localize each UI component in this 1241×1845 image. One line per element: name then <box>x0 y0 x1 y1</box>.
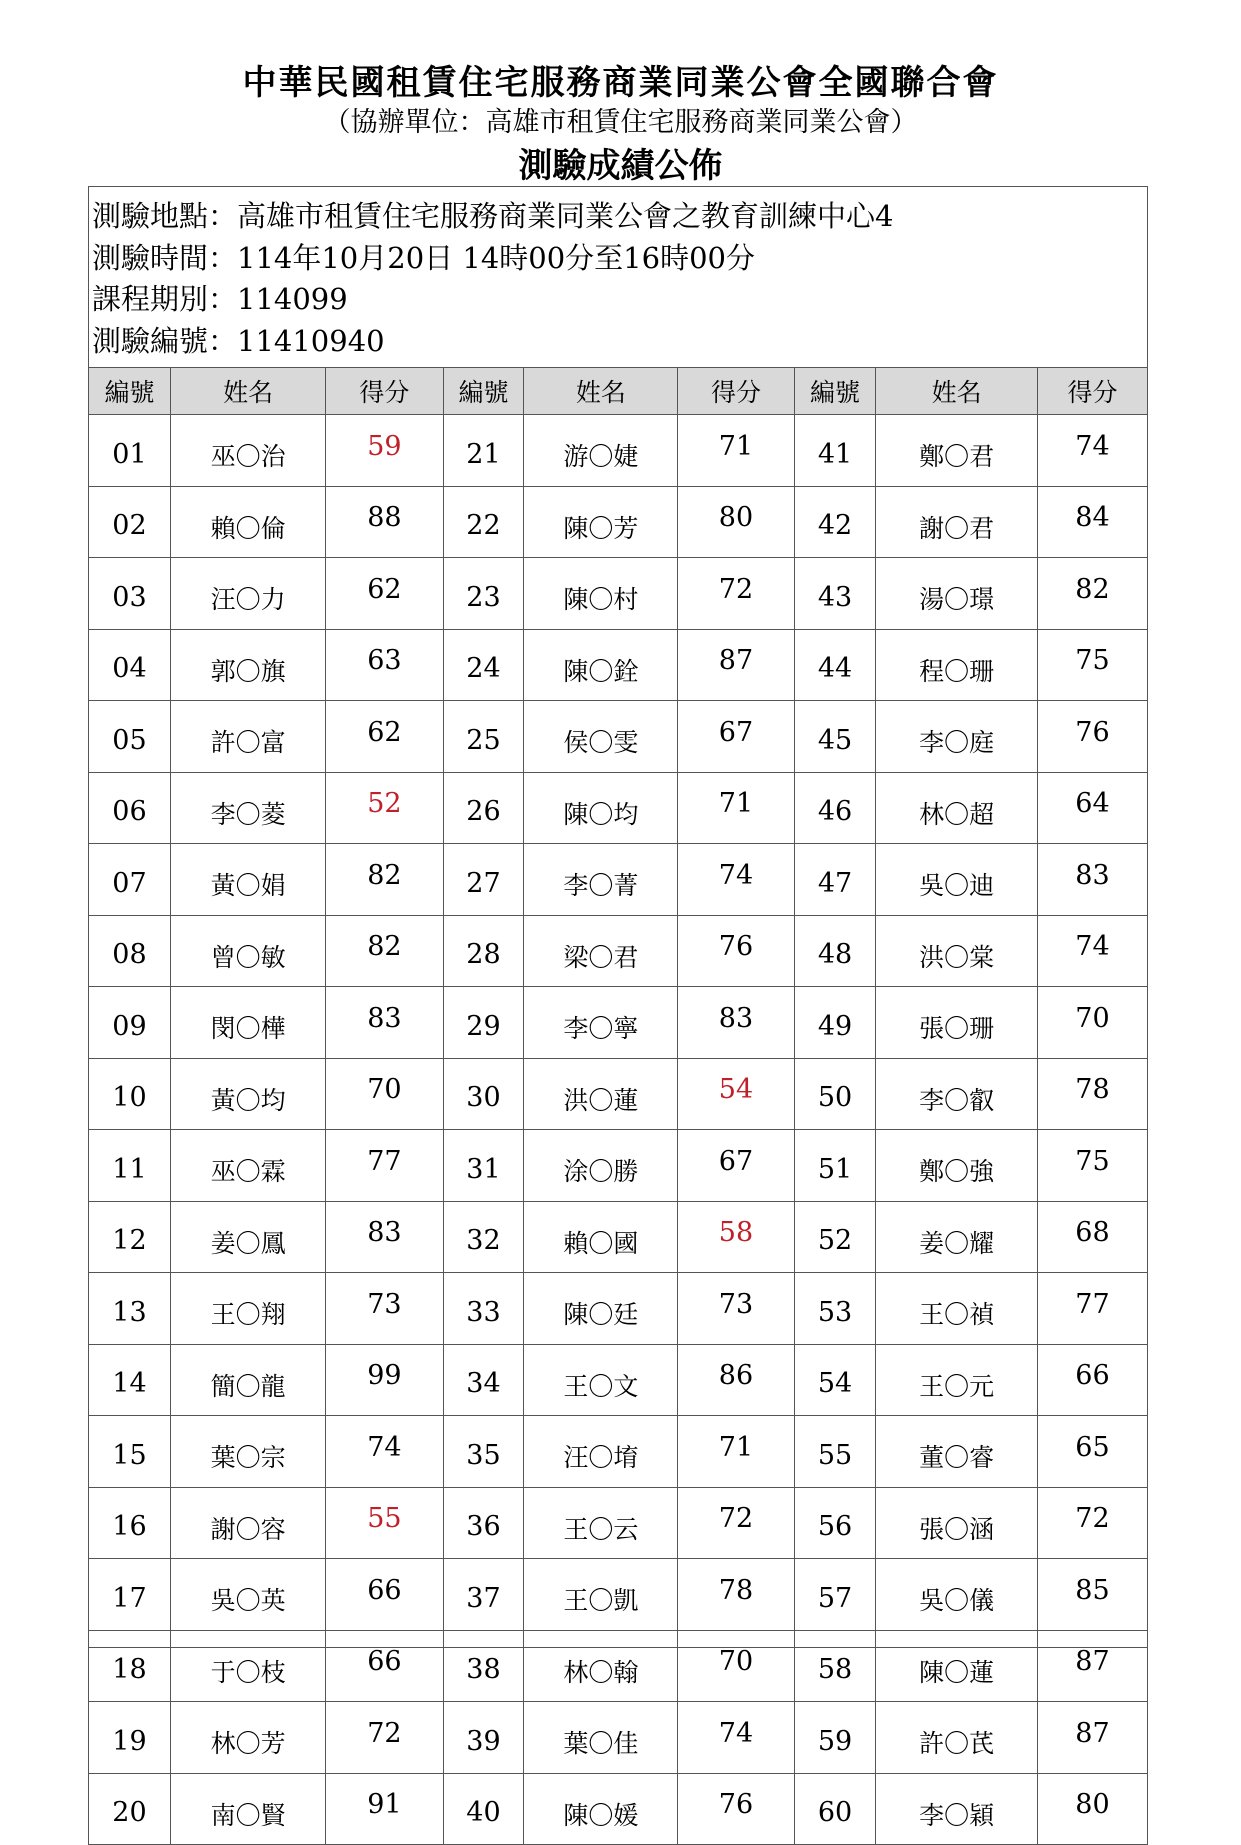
table-row <box>89 772 1148 844</box>
cell-number: 28 <box>443 915 524 987</box>
cell-name: 陳〇村 <box>524 558 678 630</box>
cell-number: 18 <box>89 1630 171 1702</box>
cell-number: 22 <box>443 486 524 558</box>
cell-score: 76 <box>1037 701 1147 773</box>
column-header-number: 編號 <box>443 368 524 415</box>
table-row <box>89 844 1148 916</box>
cell-score: 80 <box>678 486 794 558</box>
column-header-score: 得分 <box>678 368 794 415</box>
cell-number: 37 <box>443 1559 524 1631</box>
cell-number: 03 <box>89 558 171 630</box>
cell-name: 李〇穎 <box>876 1773 1037 1845</box>
cell-score: 87 <box>1037 1702 1147 1774</box>
cell-name: 謝〇君 <box>876 486 1037 558</box>
cell-number: 50 <box>794 1058 876 1130</box>
table-row <box>89 1130 1148 1202</box>
cell-score: 65 <box>1037 1416 1147 1488</box>
cell-name: 陳〇均 <box>524 772 678 844</box>
cell-score: 72 <box>326 1702 443 1774</box>
table-row <box>89 1773 1148 1845</box>
cell-score: 58 <box>678 1201 794 1273</box>
column-header-name: 姓名 <box>524 368 678 415</box>
cell-name: 黃〇娟 <box>170 844 325 916</box>
cell-number: 38 <box>443 1630 524 1702</box>
cell-score: 78 <box>678 1559 794 1631</box>
table-header-row <box>89 368 1148 415</box>
exam-info <box>92 196 893 362</box>
page-title: 中華民國租賃住宅服務商業同業公會全國聯合會 <box>242 63 999 103</box>
cell-score: 71 <box>678 415 794 487</box>
cell-name: 陳〇芳 <box>524 486 678 558</box>
cell-score: 85 <box>1037 1559 1147 1631</box>
cell-name: 賴〇倫 <box>170 486 325 558</box>
cell-score: 76 <box>678 915 794 987</box>
cell-number: 35 <box>443 1416 524 1488</box>
column-header-name: 姓名 <box>170 368 325 415</box>
cell-name: 汪〇力 <box>170 558 325 630</box>
column-header-score: 得分 <box>1037 368 1147 415</box>
results-table <box>88 367 1148 1845</box>
cell-score: 54 <box>678 1058 794 1130</box>
cell-number: 05 <box>89 701 171 773</box>
cell-score: 75 <box>1037 1130 1147 1202</box>
cell-name: 姜〇鳳 <box>170 1201 325 1273</box>
cell-name: 葉〇宗 <box>170 1416 325 1488</box>
table-row <box>89 629 1148 701</box>
cell-score: 91 <box>326 1773 443 1845</box>
cell-number: 53 <box>794 1273 876 1345</box>
cell-name: 巫〇治 <box>170 415 325 487</box>
cell-score: 82 <box>326 915 443 987</box>
cell-number: 20 <box>89 1773 171 1845</box>
cell-name: 李〇庭 <box>876 701 1037 773</box>
cell-name: 王〇翔 <box>170 1273 325 1345</box>
cell-name: 葉〇佳 <box>524 1702 678 1774</box>
cell-name: 吳〇迪 <box>876 844 1037 916</box>
cell-name: 游〇婕 <box>524 415 678 487</box>
cell-number: 43 <box>794 558 876 630</box>
cell-number: 34 <box>443 1344 524 1416</box>
column-header-name: 姓名 <box>876 368 1037 415</box>
cell-number: 32 <box>443 1201 524 1273</box>
cell-score: 84 <box>1037 486 1147 558</box>
cell-name: 巫〇霖 <box>170 1130 325 1202</box>
cell-score: 73 <box>326 1273 443 1345</box>
cell-name: 陳〇媛 <box>524 1773 678 1845</box>
table-row <box>89 1559 1148 1631</box>
cell-score: 73 <box>678 1273 794 1345</box>
cell-number: 58 <box>794 1630 876 1702</box>
column-header-number: 編號 <box>794 368 876 415</box>
table-row <box>89 1702 1148 1774</box>
cell-number: 11 <box>89 1130 171 1202</box>
cell-score: 55 <box>326 1487 443 1559</box>
cell-score: 74 <box>678 1702 794 1774</box>
cell-score: 74 <box>1037 415 1147 487</box>
cell-number: 04 <box>89 629 171 701</box>
cell-name: 李〇菁 <box>524 844 678 916</box>
cell-number: 41 <box>794 415 876 487</box>
cell-name: 洪〇棠 <box>876 915 1037 987</box>
cell-number: 01 <box>89 415 171 487</box>
column-header-score: 得分 <box>326 368 443 415</box>
cell-name: 謝〇容 <box>170 1487 325 1559</box>
cell-number: 49 <box>794 987 876 1059</box>
cell-name: 賴〇國 <box>524 1201 678 1273</box>
cell-name: 陳〇廷 <box>524 1273 678 1345</box>
cell-score: 68 <box>1037 1201 1147 1273</box>
cell-score: 72 <box>678 1487 794 1559</box>
cell-name: 姜〇耀 <box>876 1201 1037 1273</box>
cell-score: 64 <box>1037 772 1147 844</box>
cell-number: 14 <box>89 1344 171 1416</box>
table-row <box>89 987 1148 1059</box>
cell-number: 06 <box>89 772 171 844</box>
cell-name: 南〇賢 <box>170 1773 325 1845</box>
cell-name: 黃〇均 <box>170 1058 325 1130</box>
cell-score: 66 <box>326 1630 443 1702</box>
cell-score: 66 <box>326 1559 443 1631</box>
cell-name: 林〇芳 <box>170 1702 325 1774</box>
cell-name: 王〇禎 <box>876 1273 1037 1345</box>
cell-number: 48 <box>794 915 876 987</box>
cell-number: 60 <box>794 1773 876 1845</box>
cell-score: 78 <box>1037 1058 1147 1130</box>
cell-score: 76 <box>678 1773 794 1845</box>
cell-score: 70 <box>326 1058 443 1130</box>
cell-score: 52 <box>326 772 443 844</box>
table-row <box>89 701 1148 773</box>
cell-score: 83 <box>1037 844 1147 916</box>
cell-number: 12 <box>89 1201 171 1273</box>
cell-name: 閔〇樺 <box>170 987 325 1059</box>
cell-name: 李〇寧 <box>524 987 678 1059</box>
cell-score: 80 <box>1037 1773 1147 1845</box>
cell-number: 26 <box>443 772 524 844</box>
cell-number: 13 <box>89 1273 171 1345</box>
cell-number: 24 <box>443 629 524 701</box>
cell-number: 54 <box>794 1344 876 1416</box>
cell-score: 67 <box>678 701 794 773</box>
cell-name: 侯〇雯 <box>524 701 678 773</box>
cell-score: 83 <box>678 987 794 1059</box>
cell-score: 74 <box>1037 915 1147 987</box>
cell-name: 洪〇蓮 <box>524 1058 678 1130</box>
cell-score: 99 <box>326 1344 443 1416</box>
table-row <box>89 558 1148 630</box>
cell-name: 張〇珊 <box>876 987 1037 1059</box>
exam-number: 測驗編號：11410940 <box>92 323 385 358</box>
cell-number: 42 <box>794 486 876 558</box>
cell-name: 陳〇蓮 <box>876 1630 1037 1702</box>
cell-number: 51 <box>794 1130 876 1202</box>
cell-name: 吳〇英 <box>170 1559 325 1631</box>
cell-name: 林〇超 <box>876 772 1037 844</box>
cell-score: 72 <box>1037 1487 1147 1559</box>
cell-score: 83 <box>326 1201 443 1273</box>
cell-score: 67 <box>678 1130 794 1202</box>
cell-name: 程〇珊 <box>876 629 1037 701</box>
table-row <box>89 1058 1148 1130</box>
cell-number: 46 <box>794 772 876 844</box>
cell-name: 張〇涵 <box>876 1487 1037 1559</box>
cell-name: 林〇翰 <box>524 1630 678 1702</box>
cell-score: 77 <box>326 1130 443 1202</box>
cell-score: 82 <box>1037 558 1147 630</box>
cell-number: 17 <box>89 1559 171 1631</box>
cell-score: 77 <box>1037 1273 1147 1345</box>
cell-score: 75 <box>1037 629 1147 701</box>
cell-number: 57 <box>794 1559 876 1631</box>
cell-name: 涂〇勝 <box>524 1130 678 1202</box>
cell-score: 87 <box>1037 1630 1147 1702</box>
cell-number: 52 <box>794 1201 876 1273</box>
cell-number: 30 <box>443 1058 524 1130</box>
cell-name: 王〇凱 <box>524 1559 678 1631</box>
cell-number: 15 <box>89 1416 171 1488</box>
cell-number: 59 <box>794 1702 876 1774</box>
cell-number: 31 <box>443 1130 524 1202</box>
cell-score: 71 <box>678 1416 794 1488</box>
cell-score: 87 <box>678 629 794 701</box>
cell-score: 74 <box>326 1416 443 1488</box>
cell-name: 王〇元 <box>876 1344 1037 1416</box>
cell-number: 45 <box>794 701 876 773</box>
cell-name: 吳〇儀 <box>876 1559 1037 1631</box>
cell-name: 鄭〇君 <box>876 415 1037 487</box>
cell-name: 許〇富 <box>170 701 325 773</box>
cell-score: 88 <box>326 486 443 558</box>
cell-number: 47 <box>794 844 876 916</box>
cell-number: 39 <box>443 1702 524 1774</box>
table-row <box>89 1416 1148 1488</box>
table-row <box>89 1344 1148 1416</box>
table-row <box>89 1201 1148 1273</box>
cell-number: 25 <box>443 701 524 773</box>
cell-score: 59 <box>326 415 443 487</box>
cell-score: 86 <box>678 1344 794 1416</box>
cell-number: 10 <box>89 1058 171 1130</box>
cell-number: 44 <box>794 629 876 701</box>
cell-name: 汪〇堉 <box>524 1416 678 1488</box>
table-row <box>89 415 1148 487</box>
results-body <box>89 415 1148 1845</box>
cell-number: 29 <box>443 987 524 1059</box>
table-row <box>89 1487 1148 1559</box>
cell-number: 36 <box>443 1487 524 1559</box>
cell-name: 湯〇璟 <box>876 558 1037 630</box>
course-period: 課程期別：114099 <box>92 282 348 316</box>
page-subtitle: （協辦單位：高雄市租賃住宅服務商業同業公會） <box>323 107 918 138</box>
cell-score: 71 <box>678 772 794 844</box>
cell-name: 鄭〇強 <box>876 1130 1037 1202</box>
cell-number: 55 <box>794 1416 876 1488</box>
cell-name: 陳〇銓 <box>524 629 678 701</box>
cell-score: 62 <box>326 701 443 773</box>
cell-number: 33 <box>443 1273 524 1345</box>
cell-score: 70 <box>1037 987 1147 1059</box>
cell-name: 簡〇龍 <box>170 1344 325 1416</box>
cell-name: 于〇枝 <box>170 1630 325 1702</box>
cell-number: 09 <box>89 987 171 1059</box>
cell-name: 許〇芪 <box>876 1702 1037 1774</box>
cell-score: 72 <box>678 558 794 630</box>
table-row <box>89 486 1148 558</box>
cell-number: 08 <box>89 915 171 987</box>
exam-time: 測驗時間：114年10月20日 14時00分至16時00分 <box>92 240 755 275</box>
cell-score: 63 <box>326 629 443 701</box>
cell-name: 李〇菱 <box>170 772 325 844</box>
cell-score: 70 <box>678 1630 794 1702</box>
cell-number: 23 <box>443 558 524 630</box>
cell-name: 郭〇旗 <box>170 629 325 701</box>
cell-name: 王〇云 <box>524 1487 678 1559</box>
cell-number: 40 <box>443 1773 524 1845</box>
cell-number: 21 <box>443 415 524 487</box>
cell-number: 02 <box>89 486 171 558</box>
cell-score: 82 <box>326 844 443 916</box>
cell-name: 李〇叡 <box>876 1058 1037 1130</box>
cell-score: 83 <box>326 987 443 1059</box>
table-row <box>89 915 1148 987</box>
page-heading: 測驗成績公佈 <box>518 146 723 186</box>
cell-name: 曾〇敏 <box>170 915 325 987</box>
cell-name: 王〇文 <box>524 1344 678 1416</box>
table-row <box>89 1273 1148 1345</box>
cell-number: 56 <box>794 1487 876 1559</box>
cell-number: 27 <box>443 844 524 916</box>
cell-name: 梁〇君 <box>524 915 678 987</box>
cell-number: 19 <box>89 1702 171 1774</box>
cell-score: 74 <box>678 844 794 916</box>
table-row <box>89 1630 1148 1702</box>
cell-score: 66 <box>1037 1344 1147 1416</box>
cell-name: 董〇睿 <box>876 1416 1037 1488</box>
cell-number: 07 <box>89 844 171 916</box>
cell-number: 16 <box>89 1487 171 1559</box>
exam-location: 測驗地點：高雄市租賃住宅服務商業同業公會之教育訓練中心4 <box>92 199 894 233</box>
column-header-number: 編號 <box>89 368 171 415</box>
cell-score: 62 <box>326 558 443 630</box>
